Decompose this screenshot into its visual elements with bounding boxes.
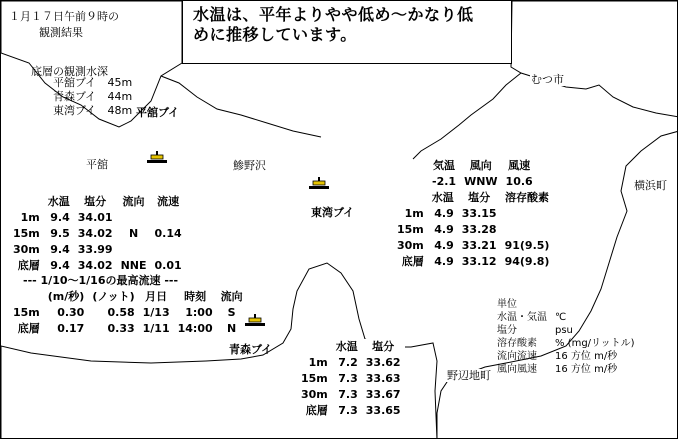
units-row (497, 350, 635, 363)
depth-row-aomori (53, 90, 132, 103)
table-row (393, 206, 553, 222)
depth-value: 44m (107, 90, 133, 103)
table-cell (501, 206, 554, 222)
table-cell: 34.02 (77, 259, 113, 272)
table-cell: 0.58 (107, 306, 135, 319)
table-cell: 1:00 (185, 306, 213, 319)
table-row (9, 226, 186, 242)
depth-info-title: 底層の観測水深 (31, 65, 108, 78)
table-cell: 流向 (220, 290, 243, 303)
table-cell: 7.2 (338, 356, 358, 369)
table-cell: 1m (308, 356, 328, 369)
units-title: 単位 (497, 299, 517, 310)
table-cell: 水温 (335, 340, 358, 353)
table-cell: 1m (404, 207, 424, 220)
units-row (497, 311, 635, 324)
table-cell: 9.4 (50, 259, 70, 272)
aomori-table (297, 339, 405, 419)
table-cell: 風速 (508, 159, 531, 172)
table-cell: 30m (13, 243, 40, 256)
units-row (497, 337, 635, 350)
table-header-row (428, 158, 537, 174)
table-cell (297, 339, 332, 355)
table-cell: 1m (20, 211, 40, 224)
table-cell: 溶存酸素 (505, 191, 549, 204)
table-cell: 94(9.8) (504, 255, 550, 268)
table-cell: 15m (13, 306, 40, 319)
table-cell: 33.63 (365, 372, 401, 385)
table-cell: N (128, 227, 139, 240)
depth-buoy-name: 平舘ブイ (53, 76, 97, 89)
units-cell: 16 方位 m/秒 (555, 364, 618, 375)
table-header-row (393, 190, 553, 206)
depth-row-touwan (53, 104, 132, 117)
table-cell: 33.67 (365, 388, 401, 401)
place-hiradate: 平舘 (86, 158, 108, 171)
table-cell: 4.9 (434, 255, 454, 268)
depth-value: 48m (107, 104, 133, 117)
table-cell: 流速 (157, 195, 180, 208)
headline-box (182, 1, 512, 64)
table-cell: 33.28 (461, 223, 497, 236)
units-row (497, 363, 635, 376)
table-row (297, 371, 405, 387)
depth-buoy-name: 青森ブイ (53, 90, 97, 103)
table-cell: 0.01 (154, 259, 182, 272)
table-row (9, 321, 247, 337)
place-ajigasawa: 鯵野沢 (233, 159, 266, 172)
table-cell: 14:00 (177, 322, 213, 335)
table-header-row (9, 194, 186, 210)
table-cell: 0.30 (57, 306, 85, 319)
table-cell (117, 210, 151, 226)
table-row (9, 258, 186, 274)
buoy-label-hiradate: 平舘ブイ (136, 106, 180, 119)
table-cell: 7.3 (338, 372, 358, 385)
coast-detail-1 (161, 76, 321, 137)
max-current-title: --- 1/10～1/16の最高流速 --- (23, 274, 179, 287)
table-cell: 流向 (122, 195, 145, 208)
table-row (393, 254, 553, 270)
table-cell: (m/秒) (47, 290, 85, 303)
depth-value: 45m (107, 76, 133, 89)
table-cell: 91(9.5) (504, 239, 550, 252)
units-cell: 流向流速 (497, 351, 537, 362)
table-row (393, 222, 553, 238)
max-current-table (9, 289, 247, 337)
table-cell: WNW (464, 175, 498, 188)
table-cell (9, 289, 44, 305)
table-row (428, 174, 537, 190)
table-cell: 33.62 (365, 356, 401, 369)
table-cell: 10.6 (505, 175, 533, 188)
table-cell (117, 242, 151, 258)
table-cell: S (227, 306, 236, 319)
table-cell: 風向 (469, 159, 492, 172)
touwan-table (393, 190, 553, 270)
table-cell: 4.9 (434, 223, 454, 236)
table-cell (151, 242, 186, 258)
table-cell: 9.4 (50, 243, 70, 256)
table-cell: 0.33 (107, 322, 135, 335)
place-mutsu: むつ市 (531, 73, 564, 86)
table-cell: 30m (301, 388, 328, 401)
buoy-touwan-icon (308, 177, 330, 191)
table-cell: 30m (397, 239, 424, 252)
table-cell: 水温 (431, 191, 454, 204)
table-cell: 0.14 (154, 227, 182, 240)
table-row (9, 210, 186, 226)
headline-line1: 水温は、平年よりやや低め～かなり低 (193, 5, 474, 24)
coast-detail-2 (413, 73, 521, 159)
table-cell: N (227, 322, 237, 335)
table-cell: 33.65 (365, 404, 401, 417)
units-row (497, 324, 635, 337)
table-row (9, 305, 247, 321)
table-cell: 1/11 (142, 322, 170, 335)
table-cell: 底層 (305, 404, 328, 417)
table-cell: 塩分 (468, 191, 491, 204)
table-cell: 15m (301, 372, 328, 385)
table-cell: 9.5 (50, 227, 70, 240)
units-cell: psu (555, 325, 573, 336)
table-cell: -2.1 (432, 175, 457, 188)
place-noheji: 野辺地町 (447, 369, 491, 382)
table-cell: 底層 (17, 259, 40, 272)
table-row (297, 387, 405, 403)
table-cell (393, 190, 428, 206)
table-cell: 4.9 (434, 207, 454, 220)
table-cell: 0.17 (57, 322, 85, 335)
table-cell: 塩分 (84, 195, 107, 208)
buoy-label-aomori: 青森ブイ (229, 343, 273, 356)
headline-line2: めに推移しています。 (193, 25, 357, 44)
units-cell: 水温・気温 (497, 312, 547, 323)
units-cell: 溶存酸素 (497, 338, 537, 349)
land-shimokita (511, 1, 678, 117)
table-cell: 34.01 (77, 211, 113, 224)
table-cell: 7.3 (338, 404, 358, 417)
buoy-hiradate-icon (146, 151, 168, 165)
units-cell: 風向風速 (497, 364, 537, 375)
depth-buoy-name: 東湾ブイ (53, 104, 97, 117)
table-cell: 時刻 (184, 290, 207, 303)
date-line: １月１７日午前９時の (9, 10, 119, 23)
table-cell: 7.3 (338, 388, 358, 401)
units-cell: 16 方位 m/秒 (555, 351, 618, 362)
table-cell: 34.02 (77, 227, 113, 240)
table-header-row (9, 289, 247, 305)
table-cell: 15m (397, 223, 424, 236)
buoy-label-touwan: 東湾ブイ (311, 206, 355, 219)
result-line: 観測結果 (39, 26, 83, 39)
table-cell: 15m (13, 227, 40, 240)
table-row (297, 355, 405, 371)
table-cell: 33.15 (461, 207, 497, 220)
table-row (9, 242, 186, 258)
table-row (297, 403, 405, 419)
table-cell: 33.12 (461, 255, 497, 268)
hiradate-table (9, 194, 186, 274)
table-cell: 底層 (401, 255, 424, 268)
units-cell: 塩分 (497, 325, 517, 336)
table-cell: NNE (120, 259, 147, 272)
table-cell: 33.99 (77, 243, 113, 256)
table-cell: 4.9 (434, 239, 454, 252)
table-cell: 塩分 (372, 340, 395, 353)
depth-row-hiradate (53, 76, 132, 89)
table-cell: 気温 (433, 159, 456, 172)
units-cell: ℃ (555, 312, 567, 323)
units-cell: % (mg/リットル) (555, 338, 635, 349)
table-header-row (297, 339, 405, 355)
table-cell: (ノット) (92, 290, 135, 303)
units-legend (497, 298, 635, 376)
table-row (393, 238, 553, 254)
table-cell: 底層 (17, 322, 40, 335)
table-cell: 9.4 (50, 211, 70, 224)
table-cell: 33.21 (461, 239, 497, 252)
table-cell: 1/13 (142, 306, 170, 319)
table-cell (151, 210, 186, 226)
table-cell: 月日 (145, 290, 168, 303)
table-cell (501, 222, 554, 238)
touwan-weather-table (428, 158, 537, 190)
table-cell (9, 194, 44, 210)
buoy-aomori-icon (244, 314, 266, 328)
place-yokohama: 横浜町 (634, 179, 667, 192)
table-cell: 水温 (47, 195, 70, 208)
